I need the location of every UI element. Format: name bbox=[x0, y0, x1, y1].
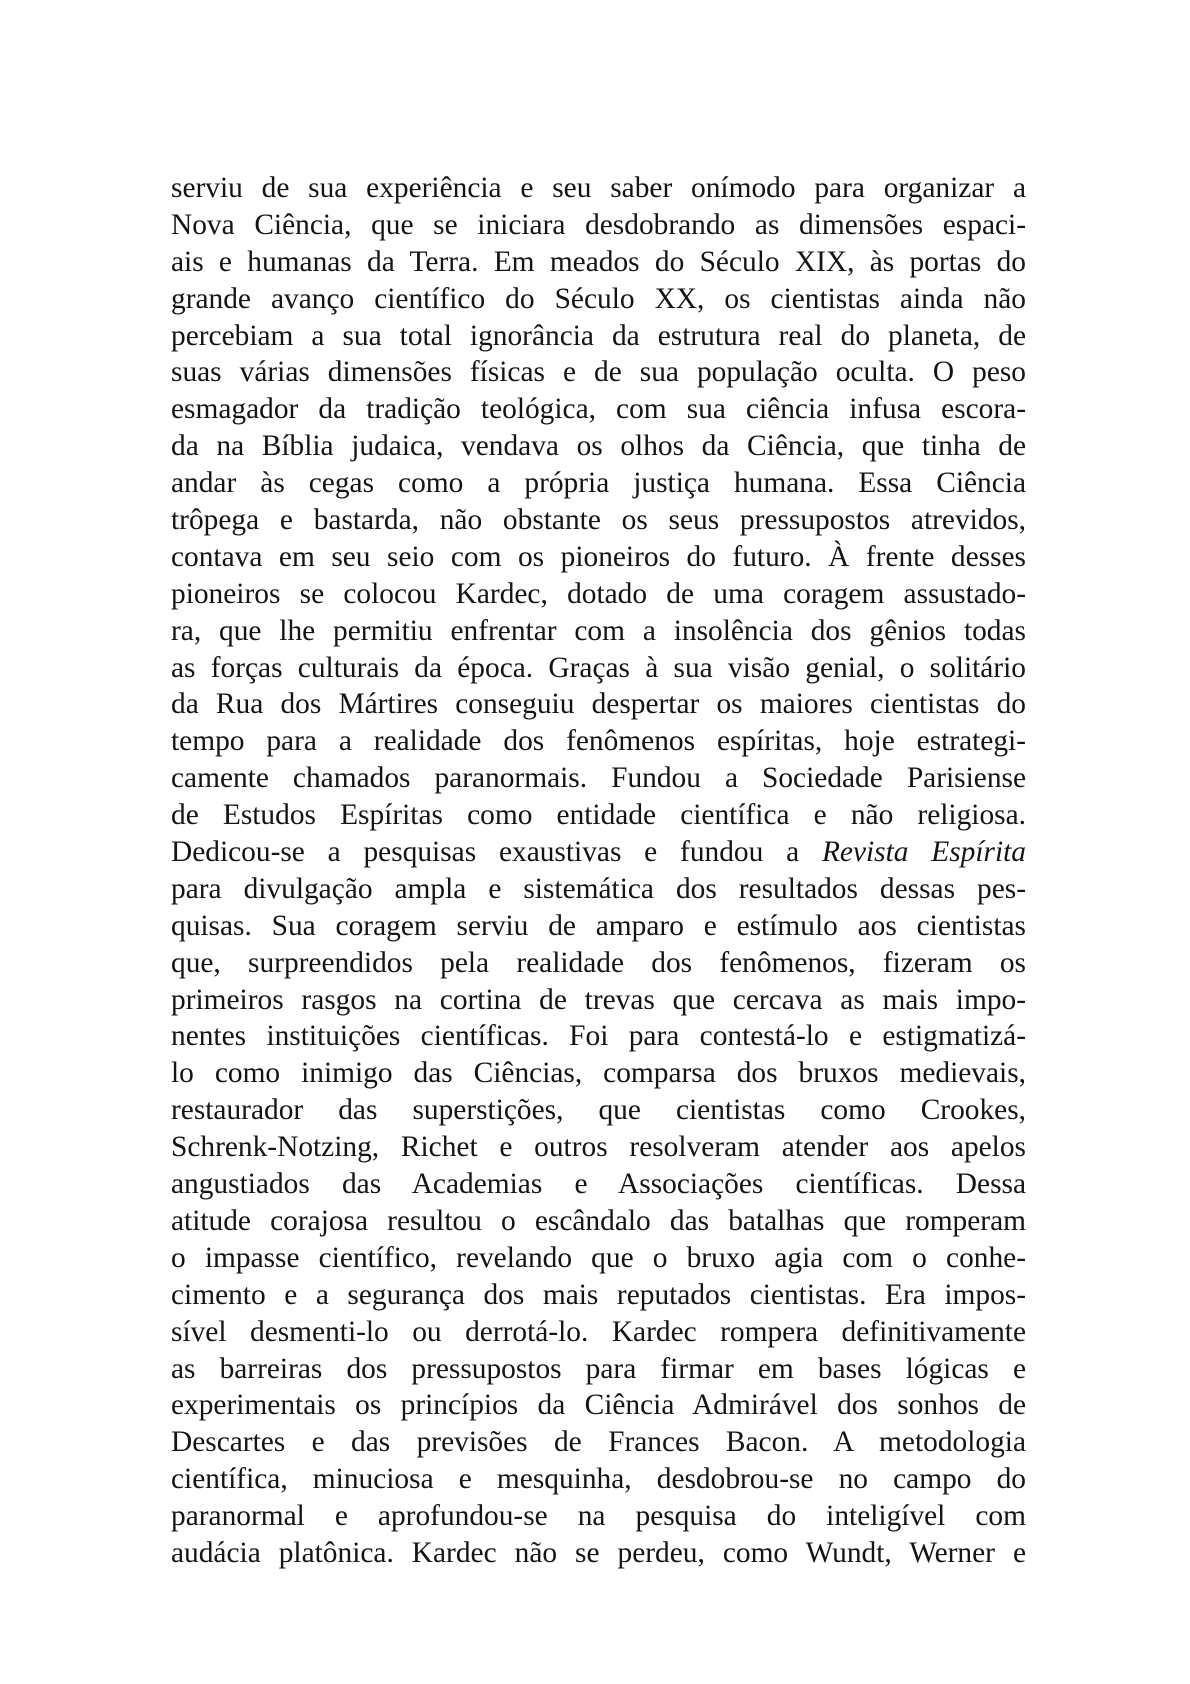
text-line: serviu de sua experiência e seu saber onímodo para organizar a bbox=[171, 172, 1026, 204]
text-line: atitude corajosa resultou o escândalo das batalhas que romperam bbox=[171, 1204, 1026, 1237]
text-line: suas várias dimensões físicas e de sua população oculta. O peso bbox=[171, 356, 1026, 389]
text-line: contava em seu seio com os pioneiros do futuro. À frente desses bbox=[171, 540, 1026, 573]
text-line: primeiros rasgos na cortina de trevas que cercava as mais impo- bbox=[171, 983, 1026, 1016]
text-line: científica, minuciosa e mesquinha, desdobrou-se no campo do bbox=[171, 1463, 1026, 1496]
text-line: o impasse científico, revelando que o bruxo agia com o conhe- bbox=[171, 1241, 1026, 1274]
text-line: lo como inimigo das Ciências, comparsa dos bruxos medievais, bbox=[171, 1057, 1026, 1090]
text-line: da Rua dos Mártires conseguiu despertar os maiores cientistas do bbox=[171, 688, 1026, 721]
text-line: as forças culturais da época. Graças à sua visão genial, o solitário bbox=[171, 651, 1026, 684]
text-line: nentes instituições científicas. Foi para contestá-lo e estigmatizá- bbox=[171, 1020, 1026, 1053]
text-line: de Estudos Espíritas como entidade científica e não religiosa. bbox=[171, 799, 1026, 832]
text-line: ra, que lhe permitiu enfrentar com a insolência dos gênios todas bbox=[171, 614, 1026, 647]
text-line: da na Bíblia judaica, vendava os olhos da Ciência, que tinha de bbox=[171, 430, 1026, 463]
text-line: trôpega e bastarda, não obstante os seus pressupostos atrevidos, bbox=[171, 504, 1026, 537]
text-line: Descartes e das previsões de Frances Bacon. A metodologia bbox=[171, 1426, 1026, 1459]
text-line-lead: Dedicou-se a pesquisas exaustivas e fundou a bbox=[171, 836, 822, 869]
text-line: camente chamados paranormais. Fundou a Sociedade Parisiense bbox=[171, 762, 1026, 795]
text-line: angustiados das Academias e Associações científicas. Dessa bbox=[171, 1168, 1026, 1201]
text-line: experimentais os princípios da Ciência Admirável dos sonhos de bbox=[171, 1389, 1026, 1422]
text-line: esmagador da tradição teológica, com sua ciência infusa escora- bbox=[171, 393, 1026, 426]
text-line: Nova Ciência, que se iniciara desdobrando as dimensões espaci- bbox=[171, 208, 1026, 241]
text-line: sível desmenti-lo ou derrotá-lo. Kardec rompera definitivamente bbox=[171, 1315, 1026, 1348]
text-line: audácia platônica. Kardec não se perdeu, como Wundt, Werner e bbox=[171, 1536, 1026, 1569]
text-line: as barreiras dos pressupostos para firmar em bases lógicas e bbox=[171, 1352, 1026, 1385]
text-line: cimento e a segurança dos mais reputados cientistas. Era impos- bbox=[171, 1278, 1026, 1311]
text-line: andar às cegas como a própria justiça humana. Essa Ciência bbox=[171, 467, 1026, 500]
text-line: Schrenk-Notzing, Richet e outros resolveram atender aos apelos bbox=[171, 1131, 1026, 1164]
text-line: ais e humanas da Terra. Em meados do Século XIX, às portas do bbox=[171, 245, 1026, 278]
text-line: tempo para a realidade dos fenômenos espíritas, hoje estrategi- bbox=[171, 725, 1026, 758]
text-line: percebiam a sua total ignorância da estrutura real do planeta, de bbox=[171, 319, 1026, 352]
text-line: pioneiros se colocou Kardec, dotado de uma coragem assustado- bbox=[171, 577, 1026, 610]
text-line: quisas. Sua coragem serviu de amparo e estímulo aos cientistas bbox=[171, 909, 1026, 942]
text-line: grande avanço científico do Século XX, os cientistas ainda não bbox=[171, 282, 1026, 315]
text-line: que, surpreendidos pela realidade dos fenômenos, fizeram os bbox=[171, 946, 1026, 979]
text-line: para divulgação ampla e sistemática dos resultados dessas pes- bbox=[171, 872, 1026, 905]
text-line: restaurador das superstições, que cientistas como Crookes, bbox=[171, 1094, 1026, 1127]
text-line-with-italic-title bbox=[171, 834, 1026, 871]
text-line: paranormal e aprofundou-se na pesquisa do inteligível com bbox=[171, 1500, 1026, 1533]
italic-title-revista-espirita: Revista Espírita bbox=[821, 836, 1026, 869]
body-paragraph bbox=[171, 170, 1026, 1572]
